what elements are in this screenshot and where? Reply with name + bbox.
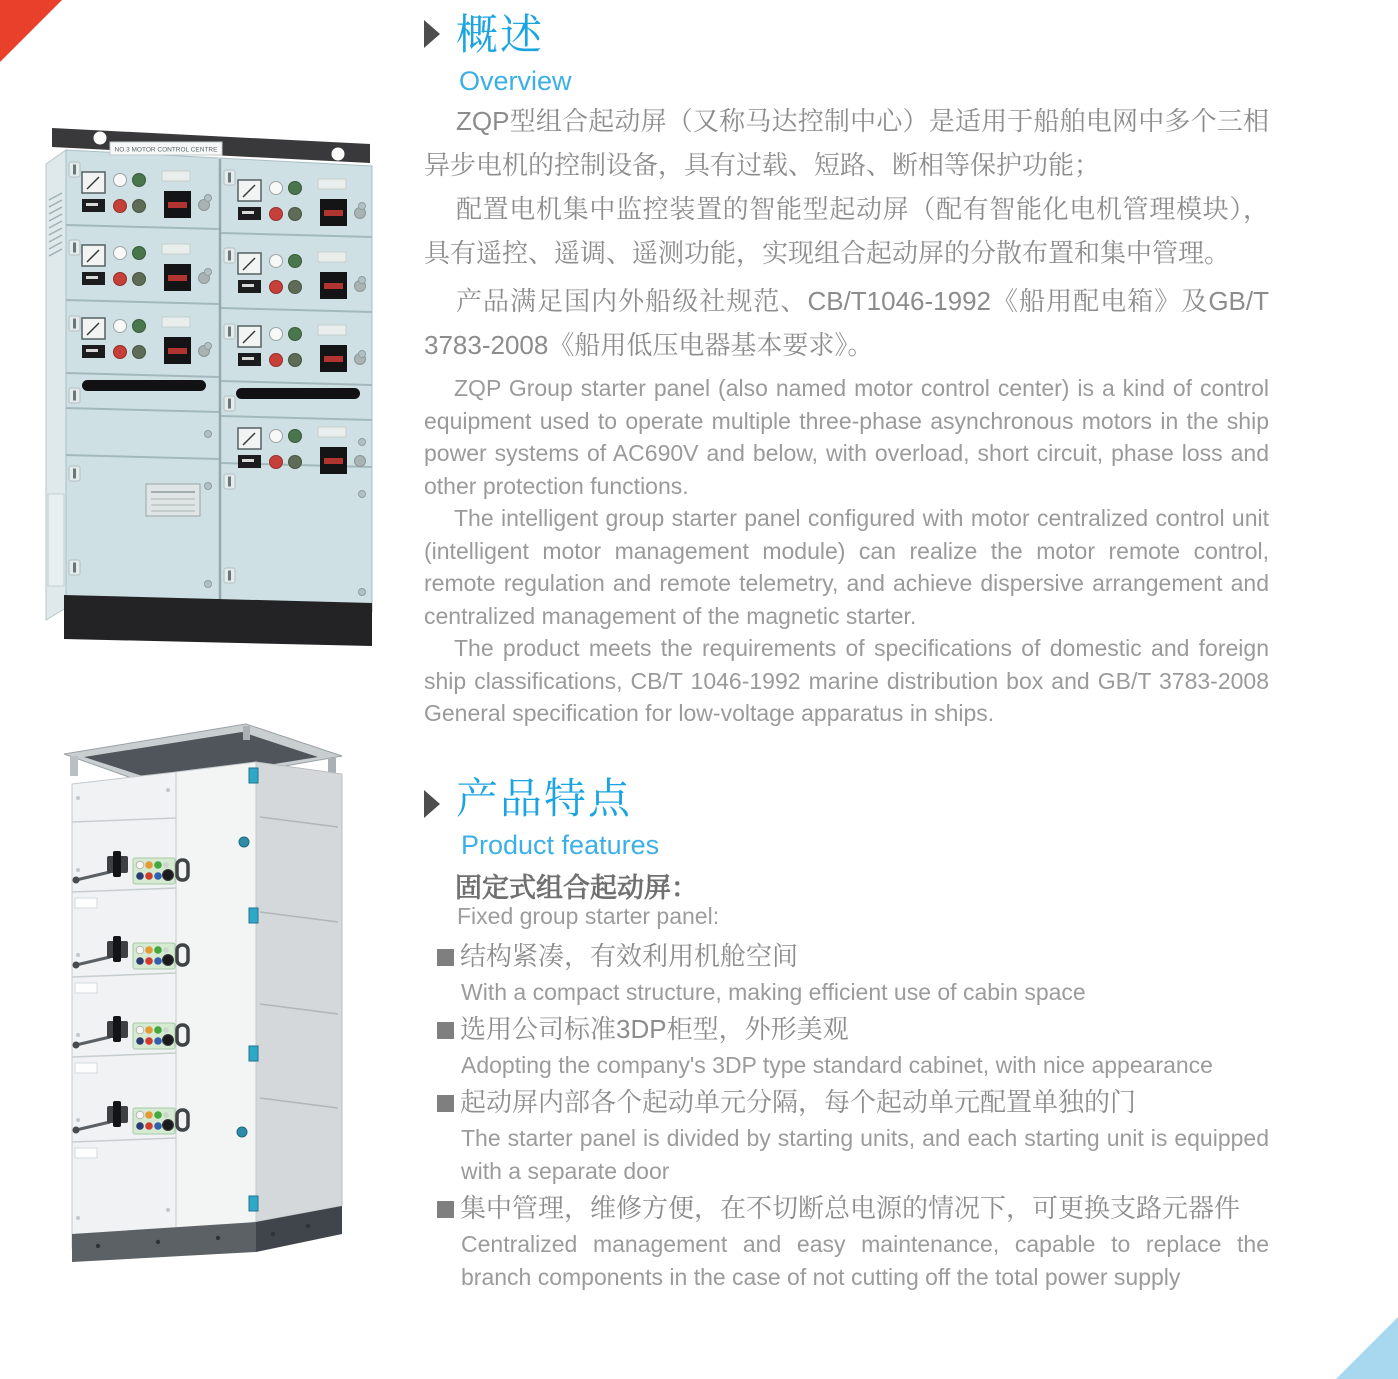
- list-item: [437, 1188, 1269, 1294]
- door-knob: [237, 1127, 247, 1137]
- features-list: [437, 936, 1269, 1294]
- cap-hole: [332, 148, 345, 161]
- feature-zh-text: 结构紧凑，有效利用机舱空间: [460, 941, 799, 971]
- feature-en: The starter panel is divided by starting units, and each starting unit is equipped with a separate door: [461, 1125, 1269, 1184]
- feature-en: Centralized management and easy maintenance, capable to replace the branch components in the case of not cutting off the total power supply: [461, 1231, 1269, 1290]
- overview-title-zh: 概述: [456, 11, 545, 58]
- feature-zh: [437, 1082, 1269, 1122]
- cap-hole: [94, 132, 107, 145]
- feature-zh: [437, 1188, 1269, 1228]
- cabinet-render-2: [58, 710, 350, 1262]
- feature-zh: [437, 936, 1269, 976]
- roof-post: [70, 756, 78, 776]
- door-handle-bar: [82, 380, 206, 391]
- cabinet2-unit-column: [72, 772, 176, 1248]
- corner-decoration-cyan: [1336, 1317, 1398, 1379]
- feature-zh: [437, 1009, 1269, 1049]
- paragraph: 产品满足国内外船级社规范、CB/T1046-1992《船用配电箱》及GB/T 3783-2008《船用低压电器基本要求》。: [424, 286, 1269, 360]
- paragraph: The intelligent group starter panel configured with motor centralized control unit (intelligent motor management module) can realize the motor remote control, remote regulation and remote telemetry, and achieve dispersive arrangement and centralized management of the magnetic starter.: [424, 505, 1269, 629]
- paragraph: ZQP Group starter panel (also named motor control center) is a kind of control equipment used to operate multiple three-phase asynchronous motors in the ship power systems of AC690V and below, with overload, short circuit, phase loss and other protection functions.: [424, 375, 1269, 499]
- section-marker-icon: [424, 20, 440, 48]
- side-vent-lower: [48, 494, 64, 586]
- bullet-square-icon: [437, 1022, 454, 1039]
- roof-post: [243, 726, 250, 740]
- feature-zh-text: 选用公司标准3DP柜型，外形美观: [460, 1014, 849, 1044]
- features-title-en: Product features: [461, 830, 660, 860]
- door-handle-bar: [236, 388, 360, 399]
- bullet-square-icon: [437, 1095, 454, 1112]
- overview-paragraphs-zh: [424, 99, 1269, 367]
- feature-zh-text: 起动屏内部各个起动单元分隔，每个起动单元配置单独的门: [460, 1087, 1137, 1117]
- list-item: [437, 1082, 1269, 1188]
- feature-en: With a compact structure, making efficient use of cabin space: [461, 979, 1086, 1005]
- door-knob: [239, 837, 249, 847]
- list-item: [437, 1009, 1269, 1082]
- paragraph: 配置电机集中监控装置的智能型起动屏（配有智能化电机管理模块），具有遥控、遥调、遥测功能，实现组合起动屏的分散布置和集中管理。: [424, 194, 1269, 268]
- overview-title-en: Overview: [459, 66, 572, 96]
- cabinet1-nameplate-text: NO.3 MOTOR CONTROL CENTRE: [114, 146, 218, 154]
- features-subtitle-zh: 固定式组合起动屏：: [455, 873, 698, 903]
- bullet-square-icon: [437, 1201, 454, 1218]
- feature-zh-text: 集中管理，维修方便，在不切断总电源的情况下，可更换支路元器件: [460, 1193, 1241, 1223]
- section-marker-icon: [424, 790, 440, 818]
- paragraph: ZQP型组合起动屏（又称马达控制中心）是适用于船舶电网中多个三相异步电机的控制设备，具有过载、短路、断相等保护功能；: [424, 106, 1269, 180]
- features-subtitle-en: Fixed group starter panel:: [457, 903, 720, 929]
- paragraph: The product meets the requirements of specifications of domestic and foreign ship classifications, CB/T 1046-1992 marine distribution box and GB/T 3783-2008 General specification for low-voltage apparatus in ships.: [424, 635, 1269, 726]
- overview-paragraphs-en: [424, 372, 1269, 730]
- feature-en: Adopting the company's 3DP type standard cabinet, with nice appearance: [461, 1052, 1213, 1078]
- features-title-zh: 产品特点: [456, 775, 633, 822]
- cabinet2-wide-door: [176, 762, 256, 1234]
- cabinet-photo-1: [40, 106, 382, 654]
- cabinet2-side-panel: [256, 762, 342, 1222]
- bullet-square-icon: [437, 949, 454, 966]
- corner-decoration-red: [0, 0, 62, 62]
- list-item: [437, 936, 1269, 1009]
- cabinet1-plinth: [64, 595, 372, 646]
